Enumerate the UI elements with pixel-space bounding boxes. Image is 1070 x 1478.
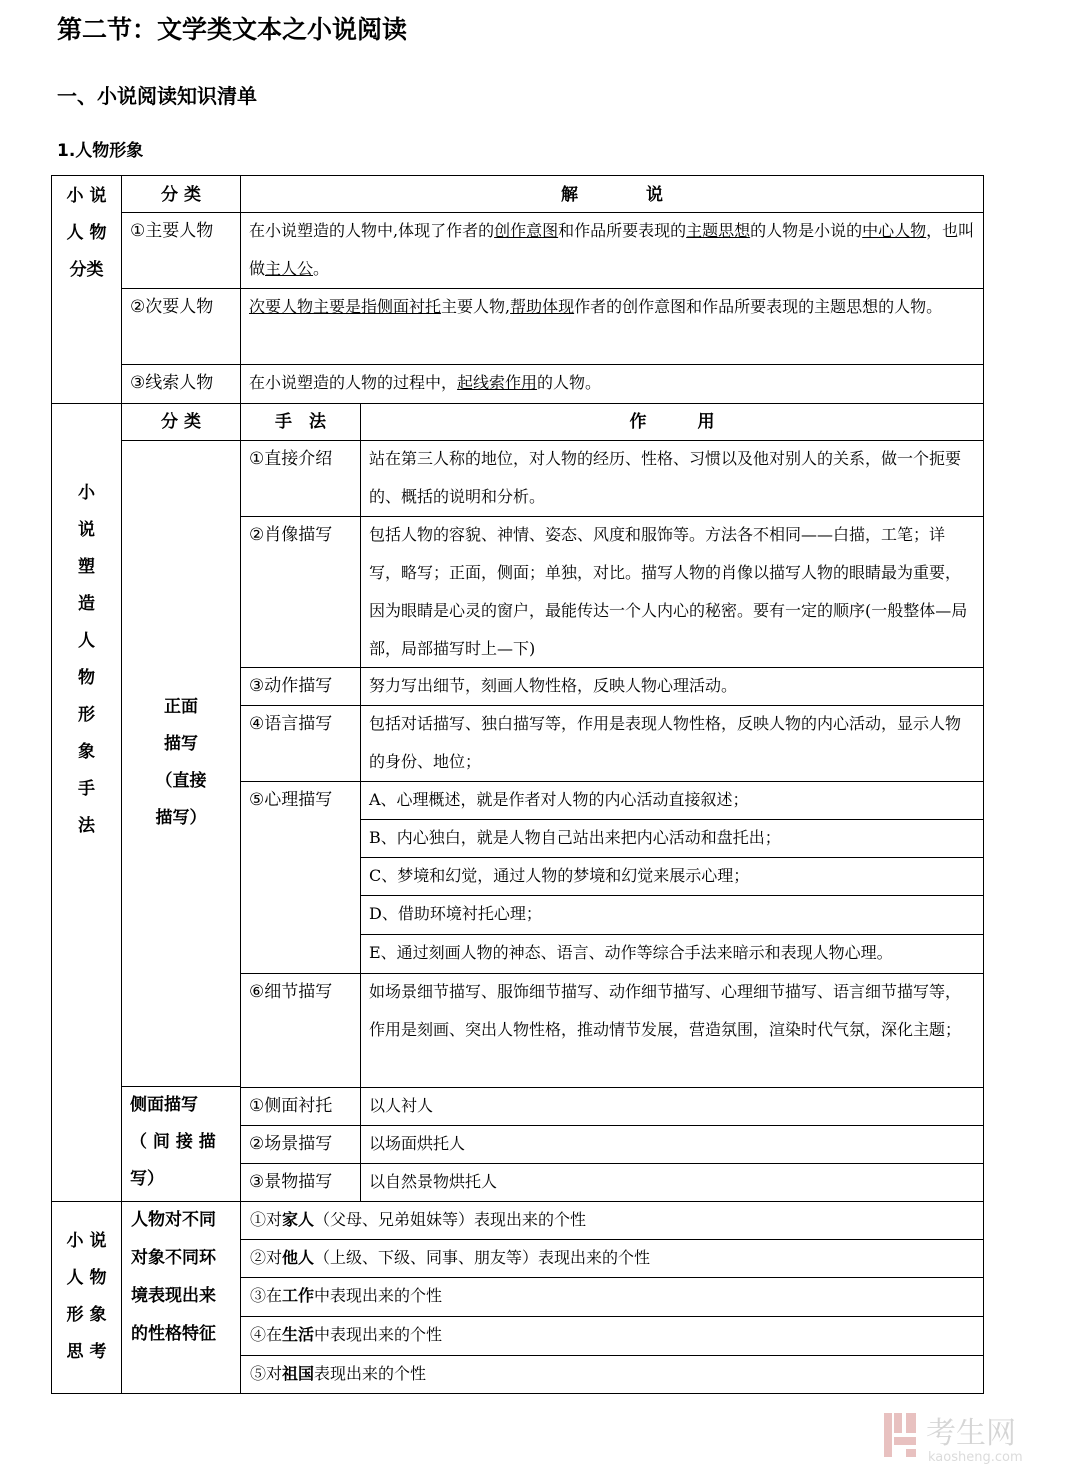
psych-item: A、心理概述，就是作者对人物的内心活动直接叙述； [360,781,984,820]
trait-row: ③在工作中表现出来的个性 [240,1277,984,1317]
kaosheng-logo [882,1407,1052,1467]
method-cell: ②场景描写 [240,1125,361,1164]
method-cell: ②肖像描写 [240,516,361,668]
page-title: 第二节：文学类文本之小说阅读 [57,15,408,44]
table1-head-category: 分 类 [121,175,241,213]
method-cell: ③动作描写 [240,667,361,706]
psych-item: C、梦境和幻觉，通过人物的梦境和幻觉来展示心理； [360,857,984,896]
side-description-label: 侧面描写 （ 间 接 描 写） [121,1087,241,1202]
table3-row-label: 小 说 人 物 形 象 思 考 [51,1201,122,1394]
table2-head-effect: 作 用 [360,403,984,441]
front-description-label: 正面 描写 （直接 描写） [121,440,241,1087]
section-heading: 一、小说阅读知识清单 [57,84,257,108]
table1-category: ①主要人物 [121,212,241,289]
trait-row: ⑤对祖国表现出来的个性 [240,1355,984,1394]
effect-cell: 努力写出细节，刻画人物性格，反映人物心理活动。 [360,667,984,706]
trait-row: ②对他人（上级、下级、同事、朋友等）表现出来的个性 [240,1239,984,1278]
psych-item: D、借助环境衬托心理； [360,895,984,935]
table1-row-label: 小 说 人 物 分类 [51,175,122,404]
table2-row-label: 小 说 塑 造 人 物 形 象 手 法 [51,403,122,1202]
logo-url: kaosheng.com [928,1450,1023,1465]
effect-cell: 以人衬人 [360,1087,984,1126]
effect-cell: 包括对话描写、独白描写等，作用是表现人物性格，反映人物的内心活动，显示人物的身份、地位； [360,705,984,782]
method-cell: ⑥细节描写 [240,973,361,1088]
method-cell: ④语言描写 [240,705,361,782]
method-cell: ③景物描写 [240,1163,361,1202]
effect-cell: 站在第三人称的地位，对人物的经历、性格、习惯以及他对别人的关系，做一个扼要的、概括的说明和分析。 [360,440,984,517]
method-cell: ①直接介绍 [240,440,361,517]
psych-item: E、通过刻画人物的神态、语言、动作等综合手法来暗示和表现人物心理。 [360,934,984,974]
table2-head-category: 分 类 [121,403,241,441]
effect-cell: 以场面烘托人 [360,1125,984,1164]
subsection-heading: 1.人物形象 [57,141,144,161]
effect-cell: 包括人物的容貌、神情、姿态、风度和服饰等。方法各不相同——白描，工笔；详写，略写；正面，侧面；单独，对比。描写人物的肖像以描写人物的眼睛最为重要，因为眼睛是心灵的窗户，最能传达一个人内心的秘密。要有一定的顺序(一般整体—局部，局部描写时上—下) [360,516,984,668]
table1-head-explain: 解 说 [240,175,984,213]
table3-mid-label: 人物对不同 对象不同环 境表现出来 的性格特征 [121,1201,241,1394]
effect-cell: 如场景细节描写、服饰细节描写、动作细节描写、心理细节描写、语言细节描写等，作用是刻画、突出人物性格，推动情节发展，营造氛围，渲染时代气氛，深化主题； [360,973,984,1088]
table2-head-method: 手 法 [240,403,361,441]
trait-row: ④在生活中表现出来的个性 [240,1316,984,1356]
table1-category: ③线索人物 [121,364,241,404]
table1-text: 次要人物主要是指侧面衬托主要人物,帮助体现作者的创作意图和作品所要表现的主题思想的人物。 [240,288,984,365]
psych-item: B、内心独白，就是人物自己站出来把内心活动和盘托出； [360,819,984,858]
kaosheng-logo-icon [882,1407,1052,1467]
method-cell: ①侧面衬托 [240,1087,361,1126]
table1-text: 在小说塑造的人物中,体现了作者的创作意图和作品所要表现的主题思想的人物是小说的中心人物，也叫做主人公。 [240,212,984,289]
trait-row: ①对家人（父母、兄弟姐妹等）表现出来的个性 [240,1201,984,1240]
table1-category: ②次要人物 [121,288,241,365]
logo-name: 考生网 [926,1416,1016,1451]
method-cell: ⑤心理描写 [240,781,361,974]
table1-text: 在小说塑造的人物的过程中，起线索作用的人物。 [240,364,984,404]
effect-cell: 以自然景物烘托人 [360,1163,984,1202]
